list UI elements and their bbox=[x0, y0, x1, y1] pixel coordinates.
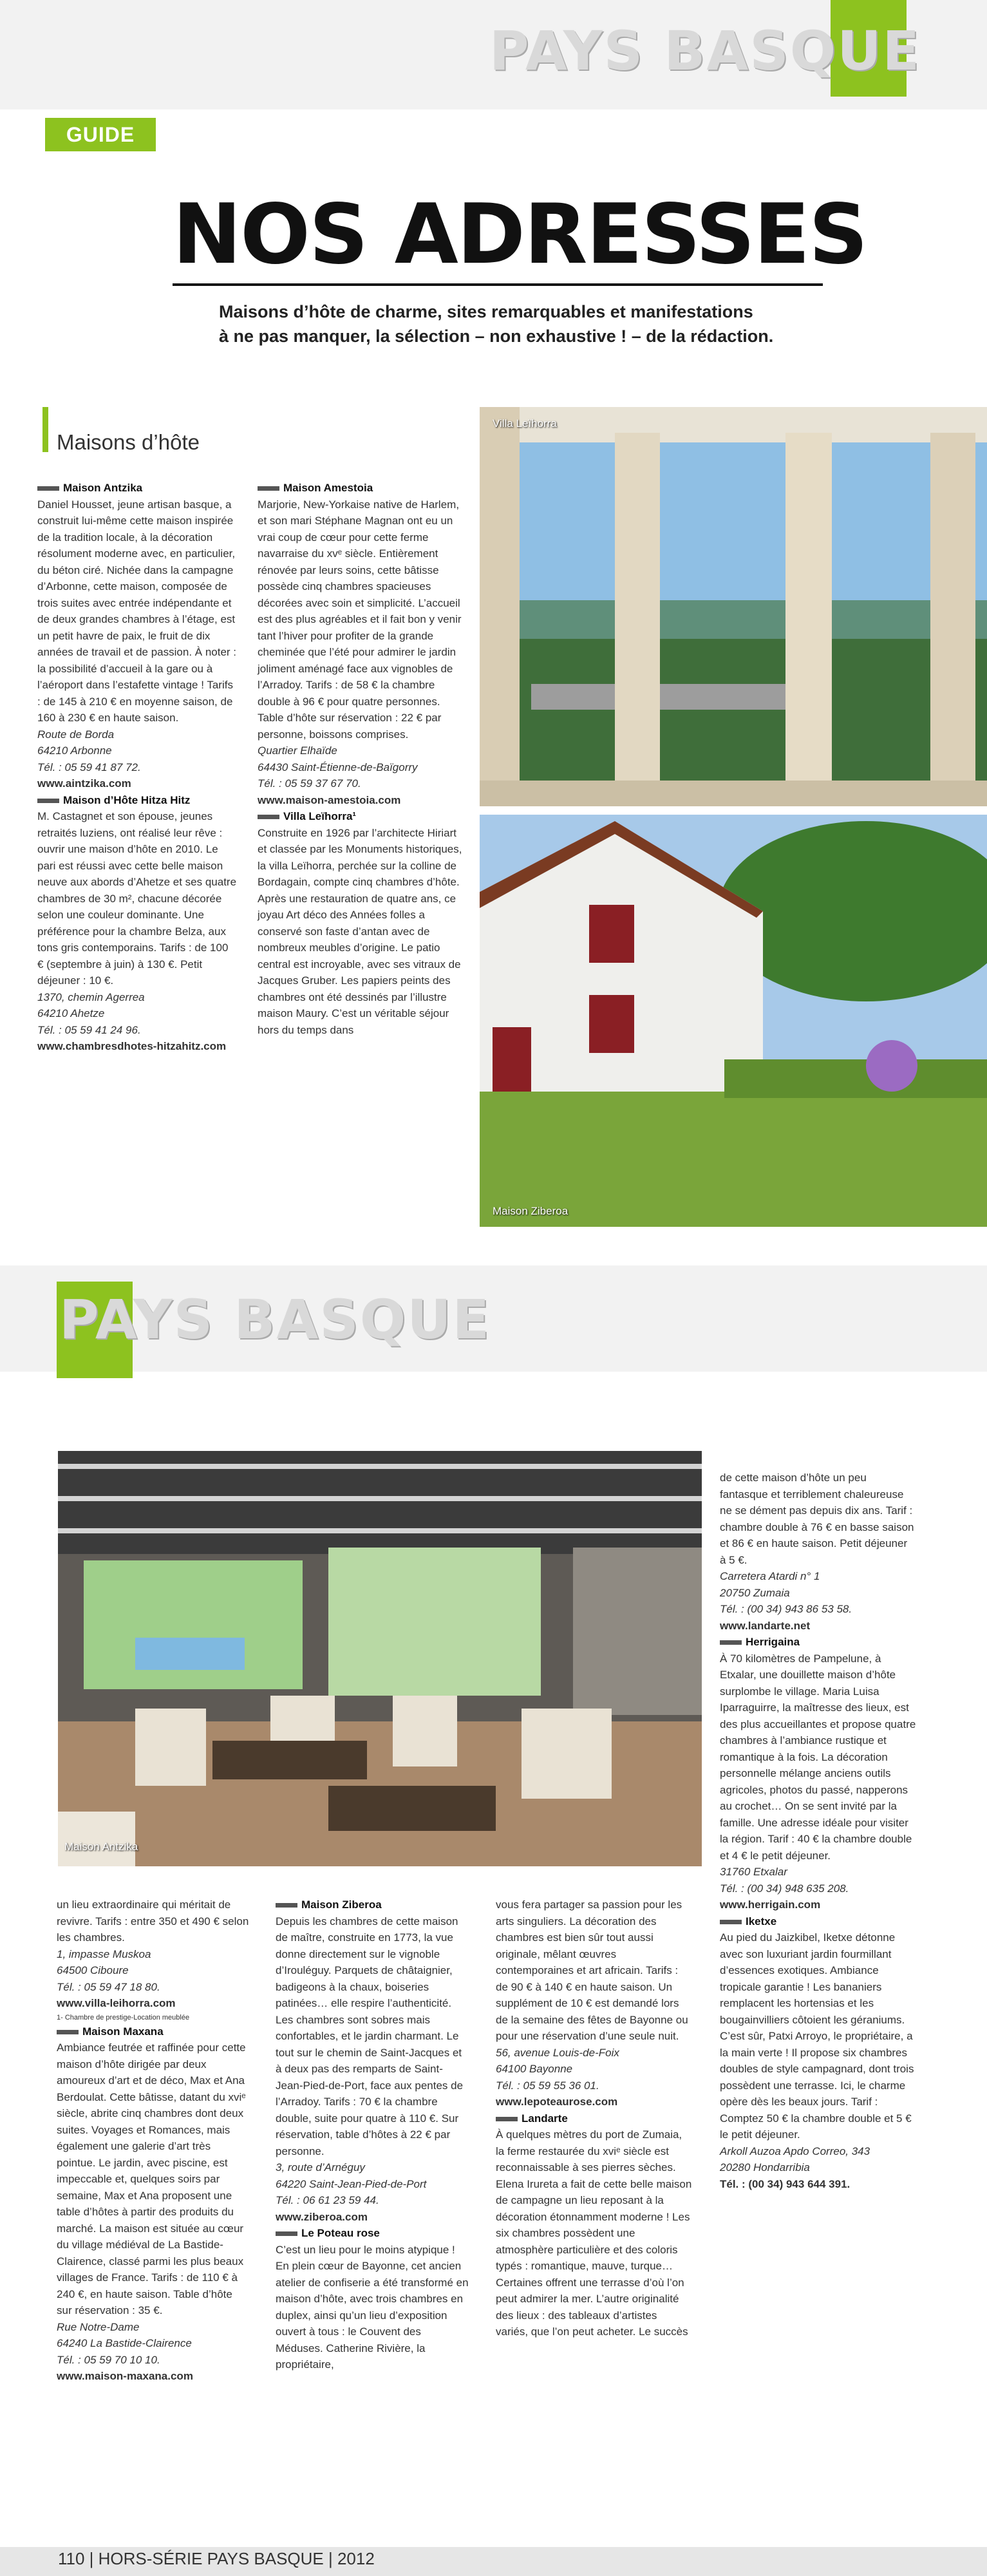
listing-title: Herrigaina bbox=[720, 1634, 916, 1651]
antzika-photo bbox=[58, 1451, 702, 1866]
listing-text: À quelques mètres du port de Zumaia, la ferme restaurée du xviᵉ siècle est reconnaissable à ses pierres sèches. Elena Irureta a fait de cette belle maison de campagne un lieu reposant à la décoration étonnamment moderne ! Les six chambres possèdent une atmosphère particulière et des coloris typés : romantique, mauve, turque… Certaines offrent une terrasse d’où l’on peut admirer la mer. L’autre originalité des lieux : des tableaux d’artistes variés, que l’on peut acheter. Le succès bbox=[496, 2128, 692, 2338]
section-bar bbox=[42, 407, 48, 452]
listing-website[interactable]: www.landarte.net bbox=[720, 1619, 811, 1632]
intro-text bbox=[219, 299, 798, 348]
listing-address: 1, impasse Muskoa bbox=[57, 1947, 151, 1960]
guide-label: GUIDE bbox=[45, 118, 156, 151]
listing-title: Maison d’Hôte Hitza Hitz bbox=[37, 792, 237, 809]
listing-phone: Tél. : 05 59 70 10 10. bbox=[57, 2353, 160, 2366]
listing-title: Maison Antzika bbox=[37, 480, 237, 497]
listing-text: vous fera partager sa passion pour les arts singuliers. La décoration des chambres est bien sûr tout aussi originale, mêlant œuvres contemporaines et art africain. Tarifs : de 90 € à 140 € en haute saison. Un supplément de 10 € est demandé lors de la semaine des fêtes de Bayonne ou pour une réservation d’une seule nuit. bbox=[496, 1899, 688, 2042]
page-title: NOS ADRESSES bbox=[173, 187, 867, 283]
listing-city: 20280 Hondarribia bbox=[720, 2161, 810, 2174]
listing-address: 3, route d’Arnéguy bbox=[276, 2161, 365, 2174]
listing-text: Marjorie, New-Yorkaise native de Harlem, et son mari Stéphane Magnan ont eu un vrai coup de cœur pour cette ferme navarraise du xvᵉ siècle. Entièrement rénovée par leurs soins, cette bâtisse possède cinq chambres spacieuses décorées avec soin et simplicité. L’accueil est des plus agréables et il fait bon y venir tant l’hiver pour profiter de la grande cheminée que l’été pour admirer le jardin joliment aménagé face aux vignobles de l’Arradoy. Tarifs : de 58 € la chambre double à 96 € pour quatre personnes. Table d’hôte sur réservation : 22 € par personne, boissons comprises. bbox=[258, 498, 462, 741]
listing-phone: Tél. : (00 34) 943 644 391. bbox=[720, 2177, 851, 2190]
ziberoa-photo-image bbox=[480, 815, 987, 1227]
listing-address: Arkoll Auzoa Apdo Correo, 343 bbox=[720, 2145, 870, 2157]
title-rule bbox=[173, 283, 823, 286]
mid-banner-title: PAYS BASQUE bbox=[59, 1288, 491, 1351]
listing-website[interactable]: www.villa-leihorra.com bbox=[57, 1997, 176, 2009]
listing-city: 20750 Zumaia bbox=[720, 1586, 790, 1599]
listing-city: 64240 La Bastide-Clairence bbox=[57, 2337, 192, 2349]
listing-text: C’est un lieu pour le moins atypique ! En plein cœur de Bayonne, cet ancien atelier de confiserie a été transformé en maison d’hôte, avec trois chambres en duplex, ainsi qu’un lieu d’exposition ouvert à tous : le Couvent des Méduses. Catherine Rivière, la propriétaire, bbox=[276, 2243, 469, 2371]
column-2 bbox=[258, 480, 464, 1038]
listing-text: Daniel Housset, jeune artisan basque, a construit lui-même cette maison inspirée de la tradition locale, à la décoration résolument moderne avec, en particulier, du béton ciré. Nichée dans la campagne d’Arbonne, cette maison, composée de trois suites avec entrée indépendante et de deux grandes chambres à l’étage, est un petit havre de paix, le fruit de dix années de travail et de passion. À noter : la possibilité d’accueil à la gare ou à l’aéroport dans l’estafette vintage ! Tarifs : de 145 à 210 € en moyenne saison, de 160 à 230 € en haute saison. bbox=[37, 498, 237, 724]
listing-address: 1370, chemin Agerrea bbox=[37, 990, 145, 1003]
listing-text: un lieu extraordinaire qui méritait de revivre. Tarifs : entre 350 et 490 € selon les chambres. bbox=[57, 1899, 249, 1944]
listing-text: Ambiance feutrée et raffinée pour cette maison d’hôte dirigée par deux amoureux d’art et de déco, Max et Ana Berdoulat. Cette bâtisse, datant du xviᵉ siècle, abrite cinq chambres dont deux suites. Voyages et Romances, mais également une galerie d’art très pointue. Le jardin, avec piscine, est impeccable et, quelques soirs par semaine, Max et Ana proposent une table d’hôtes à partir des produits du marché. La maison est située au cœur du village médiéval de La Bastide-Clairence, classé parmi les plus beaux villages de France. Tarifs : de 110 € à 240 €, en haute saison. Table d’hôte sur réservation : 35 €. bbox=[57, 2041, 246, 2316]
listing-phone: Tél. : 06 61 23 59 44. bbox=[276, 2194, 379, 2206]
listing-website[interactable]: www.chambresdhotes-hitzahitz.com bbox=[37, 1040, 227, 1052]
intro-line-1: Maisons d’hôte de charme, sites remarquables et manifestations bbox=[219, 302, 753, 321]
listing-title: Le Poteau rose bbox=[276, 2225, 469, 2242]
listing-website[interactable]: www.aintzika.com bbox=[37, 777, 131, 790]
listing-phone: Tél. : 05 59 47 18 80. bbox=[57, 1980, 160, 1993]
listing-address: Carretera Atardi n° 1 bbox=[720, 1570, 820, 1582]
column-d bbox=[720, 1470, 916, 2192]
listing-text: À 70 kilomètres de Pampelune, à Etxalar, une douillette maison d’hôte surplombe le village. Maria Luisa Iparraguirre, la maîtresse des lieux, est des plus accueillantes et propose quatre chambres à l’ambiance rustique et romantique à la fois. La décoration personnelle mélange anciens outils agricoles, photos du passé, napperons au crochet… On se sent invité par la famille. Une adresse idéale pour visiter la région. Tarif : 40 € la chambre double et 4 € le petit déjeuner. bbox=[720, 1652, 916, 1862]
listing-website[interactable]: www.herrigain.com bbox=[720, 1899, 821, 1911]
intro-line-2: à ne pas manquer, la sélection – non exhaustive ! – de la rédaction. bbox=[219, 327, 774, 346]
section-title-text: Maisons d’hôte bbox=[57, 430, 200, 454]
listing-address: Rue Notre-Dame bbox=[57, 2320, 140, 2333]
listing-phone: Tél. : (00 34) 948 635 208. bbox=[720, 1882, 849, 1895]
listing-city: 64500 Ciboure bbox=[57, 1964, 129, 1976]
listing-phone: Tél. : 05 59 55 36 01. bbox=[496, 2079, 599, 2092]
listing-title: Maison Amestoia bbox=[258, 480, 464, 497]
column-c bbox=[496, 1897, 692, 2340]
listing-text: Depuis les chambres de cette maison de maître, construite en 1773, la vue donne directement sur le vignoble d’Irouléguy. Parquets de châtaignier, badigeons à la chaux, boiseries patinées… elle respire l’authenticité. Les chambres sont sobres mais confortables, et le jardin charmant. Le tout sur le chemin de Saint-Jacques et à deux pas des remparts de Saint-Jean-Pied-de-Port, face aux pentes de l’Arradoy. Tarifs : 70 € la chambre double, suite pour quatre à 110 €. Sur réservation, table d’hôtes à 22 € par personne. bbox=[276, 1915, 464, 2157]
listing-city: 64220 Saint-Jean-Pied-de-Port bbox=[276, 2177, 427, 2190]
photo-caption: Maison Antzika bbox=[64, 1841, 138, 1853]
photo-caption: Maison Ziberoa bbox=[493, 1205, 569, 1217]
column-a bbox=[57, 1897, 250, 2385]
listing-address: Route de Borda bbox=[37, 728, 115, 741]
footnote: 1- Chambre de prestige-Location meublée bbox=[57, 2013, 190, 2022]
column-b bbox=[276, 1897, 469, 2373]
listing-text: Construite en 1926 par l’architecte Hiriart et classée par les Monuments historiques, la villa Leïhorra, perchée sur la colline de Bordagain, compte cinq chambres d’hôte. Après une restauration de quatre ans, ce joyau Art déco des Années folles a conservé son faste d’antan avec de nombreux meubles d’origine. Le patio central est incroyable, avec ses vitraux de Jacques Gruber. Les papiers peints des chambres ont été dessinés par l’illustre maison Maury. C’est un véritable séjour hors du temps dans bbox=[258, 826, 462, 1036]
listing-city: 64210 Ahetze bbox=[37, 1007, 105, 1019]
banner-title: PAYS BASQUE bbox=[489, 19, 921, 82]
listing-website[interactable]: www.ziberoa.com bbox=[276, 2210, 368, 2223]
section-title bbox=[57, 430, 200, 455]
antzika-photo-image bbox=[58, 1451, 702, 1866]
listing-text: M. Castagnet et son épouse, jeunes retraités luziens, ont réalisé leur rêve : ouvrir une maison d’hôte en 2010. Le pari est réussi avec cette belle maison neuve aux abords d’Ahetze et ses quatre chambres de 30 m², chacune décorée selon une couleur dominante. Une préférence pour la chambre Belza, aux tons gris contemporains. Tarifs : de 100 € (septembre à juin) à 130 €. Petit déjeuner : 10 €. bbox=[37, 810, 237, 987]
column-1 bbox=[37, 480, 237, 1055]
listing-title: Iketxe bbox=[720, 1913, 916, 1930]
listing-city: 31760 Etxalar bbox=[720, 1866, 787, 1878]
listing-title: Villa Leïhorra¹ bbox=[258, 808, 464, 825]
villa-photo-image bbox=[480, 407, 987, 806]
listing-text: Au pied du Jaizkibel, Iketxe détonne avec son luxuriant jardin fourmillant d’essences exotiques. Ambiance tropicale garantie ! Les bananiers remplacent les hortensias et les bougainvilliers côtoient les géraniums. C’est sûr, Patxi Arroyo, le propriétaire, a la main verte ! Il propose six chambres doubles de style campagnard, dont trois possèdent une terrasse. Ici, le charme opère dès les beaux jours. Tarif : Comptez 50 € la chambre double et 5 € le petit déjeuner. bbox=[720, 1931, 914, 2141]
listing-phone: Tél. : 05 59 37 67 70. bbox=[258, 777, 361, 790]
listing-phone: Tél. : (00 34) 943 86 53 58. bbox=[720, 1603, 852, 1615]
listing-text: de cette maison d’hôte un peu fantasque et terriblement chaleureuse ne se dément pas depuis dix ans. Tarif : chambre double à 76 € en basse saison et 86 € en haute saison. Petit déjeuner à 5 €. bbox=[720, 1472, 914, 1566]
listing-title: Maison Maxana bbox=[57, 2023, 250, 2040]
listing-city: 64210 Arbonne bbox=[37, 744, 112, 757]
listing-city: 64100 Bayonne bbox=[496, 2063, 573, 2075]
listing-phone: Tél. : 05 59 41 24 96. bbox=[37, 1023, 141, 1036]
listing-address: Quartier Elhaïde bbox=[258, 744, 337, 757]
villa-photo bbox=[480, 407, 987, 806]
page-folio: 110 | HORS-SÉRIE PAYS BASQUE | 2012 bbox=[58, 2549, 375, 2568]
listing-title: Maison Ziberoa bbox=[276, 1897, 469, 1913]
listing-address: 56, avenue Louis-de-Foix bbox=[496, 2046, 619, 2059]
ziberoa-photo bbox=[480, 815, 987, 1227]
listing-website[interactable]: www.lepoteaurose.com bbox=[496, 2096, 618, 2108]
listing-city: 64430 Saint-Étienne-de-Baïgorry bbox=[258, 761, 418, 773]
listing-website[interactable]: www.maison-amestoia.com bbox=[258, 793, 401, 806]
listing-title: Landarte bbox=[496, 2110, 692, 2127]
listing-phone: Tél. : 05 59 41 87 72. bbox=[37, 761, 141, 773]
listing-website[interactable]: www.maison-maxana.com bbox=[57, 2370, 193, 2382]
photo-caption: Villa Leïhorra bbox=[493, 417, 557, 430]
